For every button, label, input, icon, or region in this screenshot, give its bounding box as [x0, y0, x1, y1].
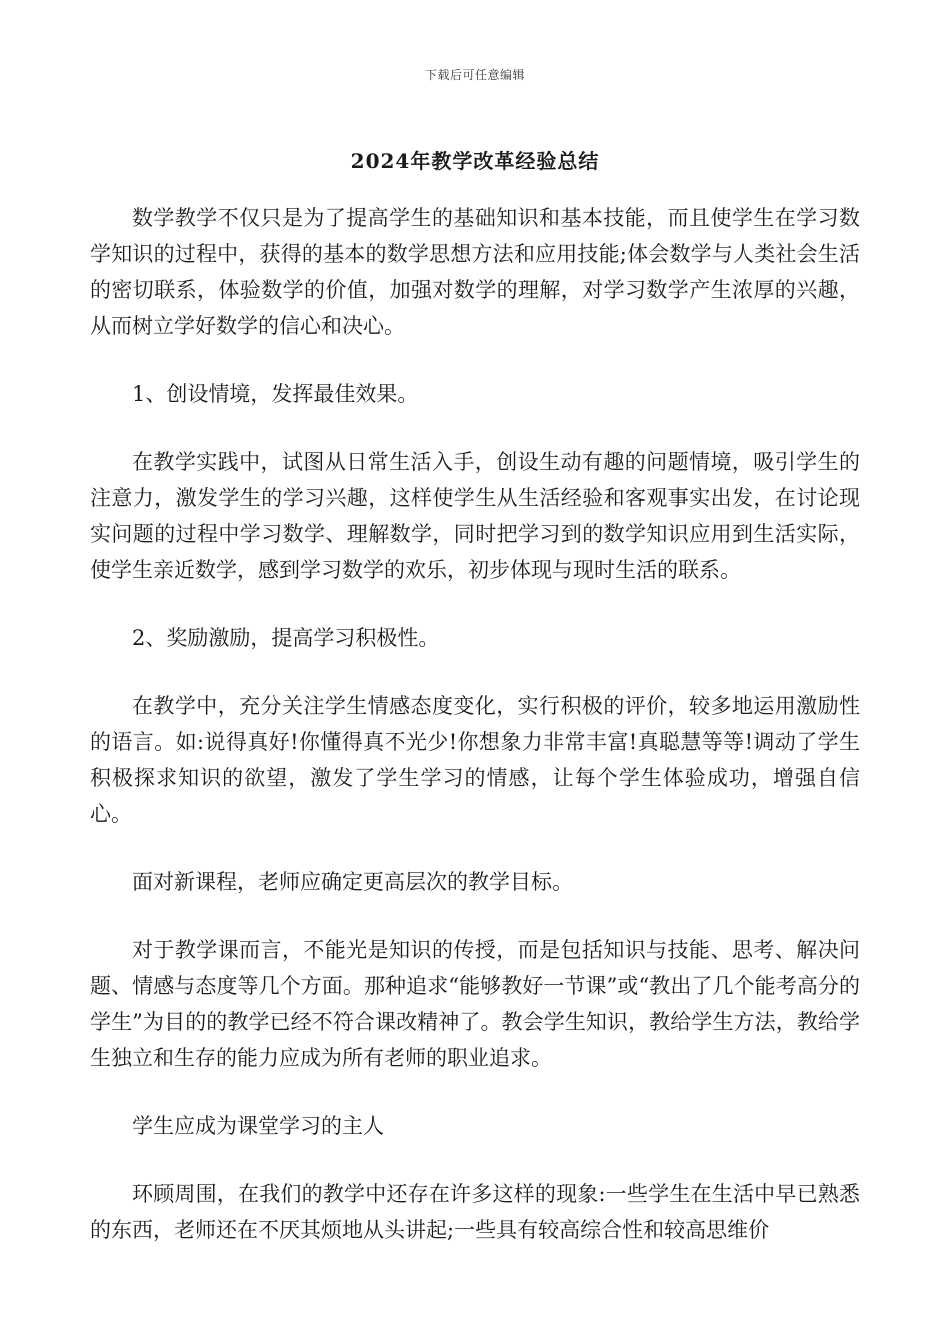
paragraph-section-1: 在教学实践中，试图从日常生活入手，创设生动有趣的问题情境，吸引学生的注意力，激发学生的学习兴趣，这样使学生从生活经验和客观事实出发，在讨论现实问题的过程中学习数学、理解数学，同时把学习到的数学知识应用到生活实际，使学生亲近数学，感到学习数学的欢乐，初步体现与现时生活的联系。 — [90, 450, 860, 582]
document-body — [90, 200, 860, 1280]
paragraph-intro: 数学教学不仅只是为了提高学生的基础知识和基本技能，而且使学生在学习数学知识的过程中，获得的基本的数学思想方法和应用技能;体会数学与人类社会生活的密切联系，体验数学的价值，加强对数学的理解，对学习数学产生浓厚的兴趣，从而树立学好数学的信心和决心。 — [90, 206, 860, 338]
heading-section-1: 1、创设情境，发挥最佳效果。 — [132, 382, 419, 406]
paragraph-new-curriculum: 对于教学课而言，不能光是知识的传授，而是包括知识与技能、思考、解决问题、情感与态度等几个方面。那种追求“能够教好一节课”或“教出了几个能考高分的学生”为目的的教学已经不符合课改精神了。教会学生知识，教给学生方法，教给学生独立和生存的能力应成为所有老师的职业追求。 — [90, 938, 860, 1070]
heading-student-master: 学生应成为课堂学习的主人 — [132, 1114, 384, 1138]
document-title: 2024年教学改革经验总结 — [350, 149, 600, 173]
paragraph-student-master: 环顾周围，在我们的教学中还存在许多这样的现象:一些学生在生活中早已熟悉的东西，老师还在不厌其烦地从头讲起;一些具有较高综合性和较高思维价 — [90, 1182, 860, 1242]
paragraph-section-2: 在教学中，充分关注学生情感态度变化，实行积极的评价，较多地运用激励性的语言。如:说得真好!你懂得真不光少!你想象力非常丰富!真聪慧等等!调动了学生积极探求知识的欲望，激发了学生学习的情感，让每个学生体验成功，增强自信心。 — [90, 694, 860, 826]
heading-section-2: 2、奖励激励，提高学习积极性。 — [132, 626, 440, 650]
heading-new-curriculum: 面对新课程，老师应确定更高层次的教学目标。 — [132, 870, 573, 894]
header-note: 下载后可任意编辑 — [424, 68, 525, 82]
